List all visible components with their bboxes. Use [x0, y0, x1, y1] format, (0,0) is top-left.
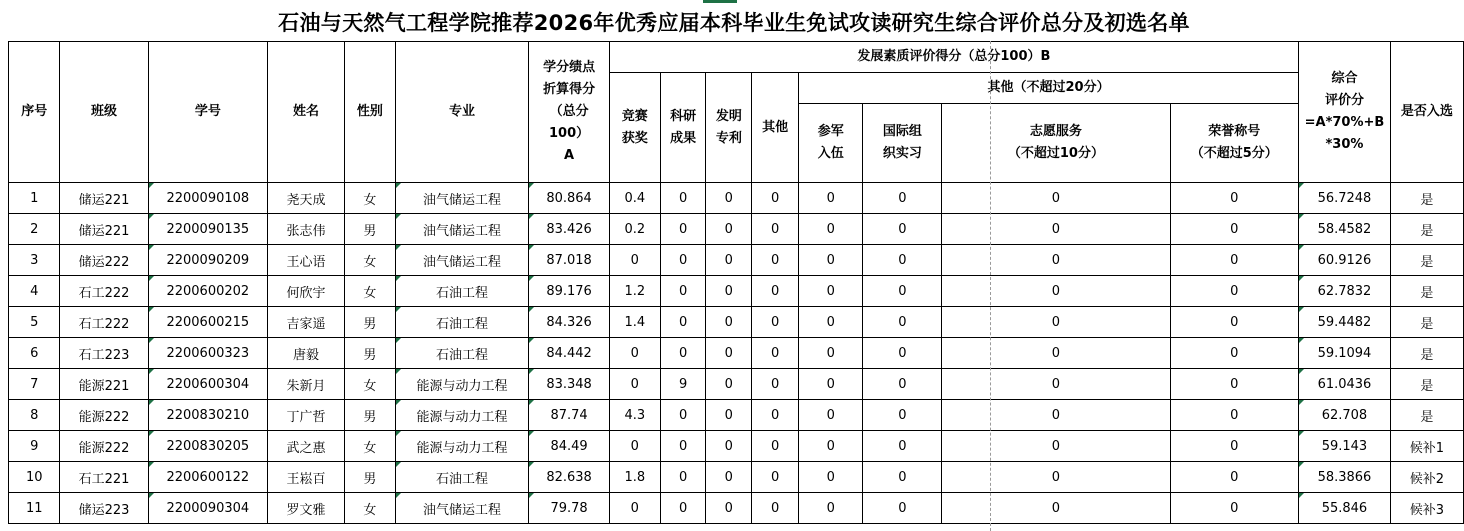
volunteer-cell[interactable]: 0: [942, 214, 1170, 245]
selected-cell[interactable]: 是: [1390, 307, 1463, 338]
name-cell[interactable]: 武之惠: [267, 431, 344, 462]
student-id-cell[interactable]: 2200600202: [148, 276, 267, 307]
gender-cell[interactable]: 男: [345, 307, 396, 338]
military-cell[interactable]: 0: [799, 307, 863, 338]
student-id-cell[interactable]: 2200090108: [148, 183, 267, 214]
gender-cell[interactable]: 女: [345, 183, 396, 214]
class-cell[interactable]: 石工222: [60, 307, 148, 338]
table-row[interactable]: [9, 369, 1464, 400]
table-row[interactable]: [9, 338, 1464, 369]
major-cell[interactable]: 油气储运工程: [395, 183, 529, 214]
intl-internship-cell[interactable]: 0: [863, 493, 942, 524]
seq-cell[interactable]: 6: [9, 338, 60, 369]
header-selected[interactable]: 是否入选: [1390, 42, 1463, 183]
major-cell[interactable]: 石油工程: [395, 338, 529, 369]
other-cell[interactable]: 0: [752, 183, 799, 214]
header-research[interactable]: [660, 73, 706, 183]
gender-cell[interactable]: 男: [345, 214, 396, 245]
composite-score-cell[interactable]: 58.3866: [1299, 462, 1391, 493]
gpa-score-cell[interactable]: 87.018: [529, 245, 609, 276]
competition-cell[interactable]: 1.2: [609, 276, 660, 307]
honor-cell[interactable]: 0: [1170, 245, 1299, 276]
header-honor[interactable]: [1170, 104, 1299, 183]
header-intl-line1: 国际组: [882, 124, 922, 139]
class-cell[interactable]: 石工221: [60, 462, 148, 493]
selected-cell[interactable]: 是: [1390, 338, 1463, 369]
table-row[interactable]: [9, 400, 1464, 431]
gpa-score-cell[interactable]: 79.78: [529, 493, 609, 524]
gpa-score-cell[interactable]: 84.326: [529, 307, 609, 338]
competition-cell[interactable]: 1.4: [609, 307, 660, 338]
major-cell[interactable]: 油气储运工程: [395, 493, 529, 524]
volunteer-cell[interactable]: 0: [942, 431, 1170, 462]
military-cell[interactable]: 0: [799, 431, 863, 462]
header-composite-line3: =A*70%+B: [1304, 115, 1385, 130]
seq-cell[interactable]: 5: [9, 307, 60, 338]
ranking-table: [8, 41, 1464, 524]
other-cell[interactable]: 0: [752, 400, 799, 431]
active-tab-indicator: [703, 0, 737, 3]
patent-cell[interactable]: 0: [706, 338, 752, 369]
gpa-score-cell[interactable]: 82.638: [529, 462, 609, 493]
other-cell[interactable]: 0: [752, 493, 799, 524]
intl-internship-cell[interactable]: 0: [863, 214, 942, 245]
composite-score-cell[interactable]: 60.9126: [1299, 245, 1391, 276]
competition-cell[interactable]: 4.3: [609, 400, 660, 431]
name-cell[interactable]: 朱新月: [267, 369, 344, 400]
patent-cell[interactable]: 0: [706, 431, 752, 462]
patent-cell[interactable]: 0: [706, 462, 752, 493]
header-major[interactable]: 专业: [395, 42, 529, 183]
table-row[interactable]: [9, 276, 1464, 307]
name-cell[interactable]: 张志伟: [267, 214, 344, 245]
selected-cell[interactable]: 候补1: [1390, 431, 1463, 462]
honor-cell[interactable]: 0: [1170, 338, 1299, 369]
student-id-cell[interactable]: 2200600323: [148, 338, 267, 369]
other-cell[interactable]: 0: [752, 214, 799, 245]
name-cell[interactable]: 丁广哲: [267, 400, 344, 431]
header-research-line1: 科研: [670, 108, 697, 124]
gpa-score-cell[interactable]: 87.74: [529, 400, 609, 431]
composite-score-cell[interactable]: 61.0436: [1299, 369, 1391, 400]
header-volunteer[interactable]: [942, 104, 1170, 183]
name-cell[interactable]: 王崧百: [267, 462, 344, 493]
name-cell[interactable]: 何欣宇: [267, 276, 344, 307]
header-patent[interactable]: [706, 73, 752, 183]
intl-internship-cell[interactable]: 0: [863, 431, 942, 462]
header-research-line2: 成果: [670, 130, 697, 146]
major-cell[interactable]: 能源与动力工程: [395, 431, 529, 462]
honor-cell[interactable]: 0: [1170, 307, 1299, 338]
table-body: [9, 183, 1464, 524]
competition-cell[interactable]: 0: [609, 338, 660, 369]
class-cell[interactable]: 能源222: [60, 400, 148, 431]
seq-cell[interactable]: 3: [9, 245, 60, 276]
intl-internship-cell[interactable]: 0: [863, 338, 942, 369]
table-row[interactable]: [9, 431, 1464, 462]
header-other-group[interactable]: 其他（不超过20分）: [799, 73, 1299, 104]
gpa-score-cell[interactable]: 83.348: [529, 369, 609, 400]
header-honor-line2: （不超过5分）: [1190, 146, 1278, 161]
competition-cell[interactable]: 0: [609, 493, 660, 524]
table-row[interactable]: [9, 245, 1464, 276]
volunteer-cell[interactable]: 0: [942, 369, 1170, 400]
student-id-cell[interactable]: 2200830210: [148, 400, 267, 431]
other-cell[interactable]: 0: [752, 307, 799, 338]
name-cell[interactable]: 吉家遥: [267, 307, 344, 338]
selected-cell[interactable]: 是: [1390, 276, 1463, 307]
header-competition-line2: 获奖: [621, 130, 648, 146]
honor-cell[interactable]: 0: [1170, 276, 1299, 307]
class-cell[interactable]: 石工222: [60, 276, 148, 307]
volunteer-cell[interactable]: 0: [942, 338, 1170, 369]
gender-cell[interactable]: 女: [345, 245, 396, 276]
competition-cell[interactable]: 0: [609, 431, 660, 462]
table-row[interactable]: [9, 307, 1464, 338]
header-volunteer-line2: （不超过10分）: [1007, 146, 1104, 161]
name-cell[interactable]: 罗文雅: [267, 493, 344, 524]
header-intl-internship[interactable]: [863, 104, 942, 183]
class-cell[interactable]: 储运223: [60, 493, 148, 524]
honor-cell[interactable]: 0: [1170, 400, 1299, 431]
selected-cell[interactable]: 候补3: [1390, 493, 1463, 524]
research-cell[interactable]: 0: [660, 462, 706, 493]
selected-cell[interactable]: 候补2: [1390, 462, 1463, 493]
volunteer-cell[interactable]: 0: [942, 307, 1170, 338]
header-honor-line1: 荣誉称号: [1208, 124, 1261, 139]
selected-cell[interactable]: 是: [1390, 183, 1463, 214]
table-row[interactable]: [9, 214, 1464, 245]
student-id-cell[interactable]: 2200090135: [148, 214, 267, 245]
research-cell[interactable]: 9: [660, 369, 706, 400]
military-cell[interactable]: 0: [799, 462, 863, 493]
selected-cell[interactable]: 是: [1390, 369, 1463, 400]
military-cell[interactable]: 0: [799, 276, 863, 307]
header-gpa-line5: A: [564, 148, 575, 163]
research-cell[interactable]: 0: [660, 338, 706, 369]
student-id-cell[interactable]: 2200600215: [148, 307, 267, 338]
other-cell[interactable]: 0: [752, 276, 799, 307]
other-cell[interactable]: 0: [752, 338, 799, 369]
major-cell[interactable]: 石油工程: [395, 307, 529, 338]
seq-cell[interactable]: 1: [9, 183, 60, 214]
patent-cell[interactable]: 0: [706, 276, 752, 307]
competition-cell[interactable]: 0: [609, 369, 660, 400]
header-gpa-line4: 100）: [549, 126, 590, 141]
volunteer-cell[interactable]: 0: [942, 183, 1170, 214]
gender-cell[interactable]: 男: [345, 338, 396, 369]
header-volunteer-line1: 志愿服务: [1029, 124, 1082, 139]
patent-cell[interactable]: 0: [706, 307, 752, 338]
header-name[interactable]: 姓名: [267, 42, 344, 183]
seq-cell[interactable]: 2: [9, 214, 60, 245]
honor-cell[interactable]: 0: [1170, 214, 1299, 245]
honor-cell[interactable]: 0: [1170, 431, 1299, 462]
honor-cell[interactable]: 0: [1170, 369, 1299, 400]
military-cell[interactable]: 0: [799, 400, 863, 431]
competition-cell[interactable]: 1.8: [609, 462, 660, 493]
composite-score-cell[interactable]: 62.7832: [1299, 276, 1391, 307]
patent-cell[interactable]: 0: [706, 183, 752, 214]
intl-internship-cell[interactable]: 0: [863, 307, 942, 338]
gender-cell[interactable]: 男: [345, 462, 396, 493]
composite-score-cell[interactable]: 59.1094: [1299, 338, 1391, 369]
gpa-score-cell[interactable]: 89.176: [529, 276, 609, 307]
header-military[interactable]: [799, 104, 863, 183]
student-id-cell[interactable]: 2200600304: [148, 369, 267, 400]
gender-cell[interactable]: 女: [345, 369, 396, 400]
volunteer-cell[interactable]: 0: [942, 493, 1170, 524]
major-cell[interactable]: 能源与动力工程: [395, 369, 529, 400]
composite-score-cell[interactable]: 59.143: [1299, 431, 1391, 462]
header-student-id[interactable]: 学号: [148, 42, 267, 183]
other-cell[interactable]: 0: [752, 431, 799, 462]
gpa-score-cell[interactable]: 84.49: [529, 431, 609, 462]
student-id-cell[interactable]: 2200090209: [148, 245, 267, 276]
class-cell[interactable]: 能源222: [60, 431, 148, 462]
research-cell[interactable]: 0: [660, 245, 706, 276]
header-composite-line4: *30%: [1325, 137, 1364, 152]
seq-cell[interactable]: 10: [9, 462, 60, 493]
patent-cell[interactable]: 0: [706, 369, 752, 400]
gender-cell[interactable]: 女: [345, 276, 396, 307]
volunteer-cell[interactable]: 0: [942, 245, 1170, 276]
military-cell[interactable]: 0: [799, 338, 863, 369]
patent-cell[interactable]: 0: [706, 214, 752, 245]
military-cell[interactable]: 0: [799, 493, 863, 524]
intl-internship-cell[interactable]: 0: [863, 462, 942, 493]
header-competition[interactable]: [609, 73, 660, 183]
patent-cell[interactable]: 0: [706, 493, 752, 524]
competition-cell[interactable]: 0.4: [609, 183, 660, 214]
seq-cell[interactable]: 11: [9, 493, 60, 524]
research-cell[interactable]: 0: [660, 307, 706, 338]
gpa-score-cell[interactable]: 83.426: [529, 214, 609, 245]
honor-cell[interactable]: 0: [1170, 493, 1299, 524]
gpa-score-cell[interactable]: 80.864: [529, 183, 609, 214]
research-cell[interactable]: 0: [660, 276, 706, 307]
composite-score-cell[interactable]: 56.7248: [1299, 183, 1391, 214]
class-cell[interactable]: 能源221: [60, 369, 148, 400]
gender-cell[interactable]: 男: [345, 400, 396, 431]
student-id-cell[interactable]: 2200830205: [148, 431, 267, 462]
student-id-cell[interactable]: 2200090304: [148, 493, 267, 524]
composite-score-cell[interactable]: 58.4582: [1299, 214, 1391, 245]
header-other[interactable]: 其他: [752, 73, 799, 183]
major-cell[interactable]: 油气储运工程: [395, 245, 529, 276]
competition-cell[interactable]: 0.2: [609, 214, 660, 245]
patent-cell[interactable]: 0: [706, 400, 752, 431]
volunteer-cell[interactable]: 0: [942, 462, 1170, 493]
major-cell[interactable]: 石油工程: [395, 462, 529, 493]
research-cell[interactable]: 0: [660, 400, 706, 431]
selected-cell[interactable]: 是: [1390, 214, 1463, 245]
honor-cell[interactable]: 0: [1170, 183, 1299, 214]
header-class[interactable]: 班级: [60, 42, 148, 183]
student-id-cell[interactable]: 2200600122: [148, 462, 267, 493]
header-patent-line2: 专利: [715, 130, 742, 146]
class-cell[interactable]: 储运221: [60, 214, 148, 245]
other-cell[interactable]: 0: [752, 245, 799, 276]
seq-cell[interactable]: 4: [9, 276, 60, 307]
header-patent-line1: 发明: [715, 108, 742, 124]
gpa-score-cell[interactable]: 84.442: [529, 338, 609, 369]
gender-cell[interactable]: 女: [345, 493, 396, 524]
patent-cell[interactable]: 0: [706, 245, 752, 276]
header-gpa-line1: 学分绩点: [543, 60, 596, 75]
seq-cell[interactable]: 7: [9, 369, 60, 400]
seq-cell[interactable]: 8: [9, 400, 60, 431]
header-military-line1: 参军: [817, 124, 844, 139]
sheet-title: 石油与天然气工程学院推荐2026年优秀应届本科毕业生免试攻读研究生综合评价总分及初选名单: [278, 11, 1190, 35]
military-cell[interactable]: 0: [799, 214, 863, 245]
header-composite-score[interactable]: [1299, 42, 1391, 183]
header-intl-line2: 织实习: [882, 146, 922, 161]
header-gender[interactable]: 性别: [345, 42, 396, 183]
table-row[interactable]: [9, 183, 1464, 214]
intl-internship-cell[interactable]: 0: [863, 183, 942, 214]
header-gpa-line2: 折算得分: [543, 82, 596, 97]
header-composite-line1: 综合: [1331, 71, 1358, 86]
military-cell[interactable]: 0: [799, 183, 863, 214]
research-cell[interactable]: 0: [660, 431, 706, 462]
major-cell[interactable]: 石油工程: [395, 276, 529, 307]
selected-cell[interactable]: 是: [1390, 400, 1463, 431]
research-cell[interactable]: 0: [660, 493, 706, 524]
header-military-line2: 入伍: [817, 146, 844, 161]
header-competition-line1: 竞赛: [621, 108, 648, 124]
selected-cell[interactable]: 是: [1390, 245, 1463, 276]
name-cell[interactable]: 唐毅: [267, 338, 344, 369]
honor-cell[interactable]: 0: [1170, 462, 1299, 493]
header-development-score[interactable]: 发展素质评价得分（总分100）B: [609, 42, 1298, 73]
competition-cell[interactable]: 0: [609, 245, 660, 276]
composite-score-cell[interactable]: 59.4482: [1299, 307, 1391, 338]
header-seq[interactable]: 序号: [9, 42, 60, 183]
composite-score-cell[interactable]: 62.708: [1299, 400, 1391, 431]
other-cell[interactable]: 0: [752, 462, 799, 493]
seq-cell[interactable]: 9: [9, 431, 60, 462]
major-cell[interactable]: 油气储运工程: [395, 214, 529, 245]
class-cell[interactable]: 石工223: [60, 338, 148, 369]
research-cell[interactable]: 0: [660, 214, 706, 245]
table-row[interactable]: [9, 462, 1464, 493]
intl-internship-cell[interactable]: 0: [863, 245, 942, 276]
research-cell[interactable]: 0: [660, 183, 706, 214]
volunteer-cell[interactable]: 0: [942, 400, 1170, 431]
composite-score-cell[interactable]: 55.846: [1299, 493, 1391, 524]
volunteer-cell[interactable]: 0: [942, 276, 1170, 307]
major-cell[interactable]: 能源与动力工程: [395, 400, 529, 431]
header-composite-line2: 评价分: [1324, 93, 1364, 108]
name-cell[interactable]: 尧天成: [267, 183, 344, 214]
other-cell[interactable]: 0: [752, 369, 799, 400]
header-gpa-score[interactable]: [529, 42, 609, 183]
intl-internship-cell[interactable]: 0: [863, 369, 942, 400]
header-gpa-line3: （总分: [549, 104, 589, 119]
gender-cell[interactable]: 女: [345, 431, 396, 462]
name-cell[interactable]: 王心语: [267, 245, 344, 276]
class-cell[interactable]: 储运221: [60, 183, 148, 214]
table-row[interactable]: [9, 493, 1464, 524]
intl-internship-cell[interactable]: 0: [863, 276, 942, 307]
military-cell[interactable]: 0: [799, 369, 863, 400]
military-cell[interactable]: 0: [799, 245, 863, 276]
class-cell[interactable]: 储运222: [60, 245, 148, 276]
intl-internship-cell[interactable]: 0: [863, 400, 942, 431]
